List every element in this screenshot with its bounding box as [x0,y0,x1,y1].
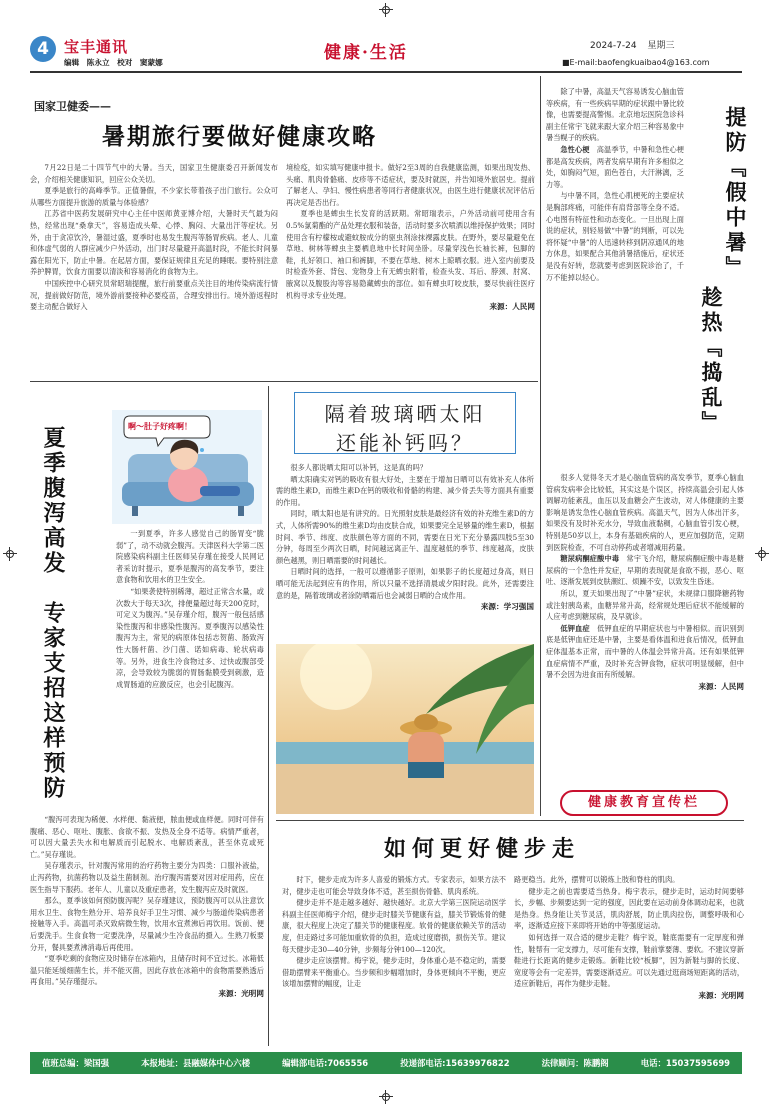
article-travel [30,98,535,376]
email-line: ■E-mail:baofengkuaibao4@163.com [562,58,710,67]
footer-address: 本报地址：县融媒体中心六楼 [141,1058,250,1068]
paragraph: “夏季吃剩的食物应及时储存在冰箱内，且储存时间不宜过长。冰箱低温只能延缓细菌生长，并不能灭菌，因此存放在冰箱中的食物需要熟透后再食用。”吴存瑾提示。 [30,954,264,987]
speech-bubble-text: 啊～肚子好疼啊！ [128,422,192,431]
subhead-text: 低钾血症的早期症状也与中暑相似。而识别到底是低钾血症还是中暑，主要是看体温和进食后情况，低钾血症体温基本正常，而中暑的人体温会异常升高。还有如果低钾血症病情不严重，及时补充含钾食物，症状可明显缓解，但中暑不会因为进食而有所缓解。 [546,623,744,680]
article-source: 来源：学习强国 [480,602,534,612]
article-body-bottom [546,472,744,692]
sea [276,742,534,764]
page-number-badge: 4 [30,36,56,62]
registration-mark-left [3,547,17,561]
footer-phone: 电话：15037595699 [640,1058,730,1068]
article-col2 [286,162,535,312]
article-col2 [514,874,744,1001]
article-title-line1: 提防『假中暑』 [723,106,748,281]
swimsuit [408,762,444,778]
paragraph: 与中暑不同，急性心肌梗死的主要症状是胸部疼痛，可能伴有肩背部等全身不适。心电图有特征性和动态变化。一旦出现上面说的症状，别轻易做“中暑”的判断，可以先将怀疑“中暑”的人迅速转移到阴凉通风的地方休息，如果配合其他消暑措施后，症状还是没有好转，您就要考虑到医院诊治了，千万不能掉以轻心。 [546,191,684,282]
divider-horizontal-walk [276,820,744,821]
paragraph [546,144,684,190]
article-sunlight [276,388,534,816]
divider-vertical-left [268,386,269,1046]
article-source: 来源：光明网 [218,988,264,998]
article-col1 [30,162,278,313]
article-title-vertical-block [696,106,748,526]
paragraph: 很多人都说晒太阳可以补钙，这是真的吗？ [290,463,427,472]
section-title: 健康·生活 [324,43,408,63]
paragraph: 江苏省中医药发展研究中心主任中医师黄亚博介绍，大暑时天气最为闷热，经常出现“桑拿天”，容易造成头晕、心悸、胸闷、大量出汗等症状。另外，由于贪凉饮冷，暑湿过盛，夏季时也易发生腹泻等肠胃疾病。老人、儿童和体虚气弱的人群应减少户外活动，出门时尽量避开高温时段，不能长时间暴露在阳光下，防止中暑。在起居方面，要保证规律且充足的睡眠。要特别注意养护脾胃，饮食方面要以清淡和容易消化的食物为主。 [30,209,278,277]
article-source: 来源：人民网 [489,302,535,312]
article-title-line2: 趁热『捣乱』 [699,286,724,436]
paragraph: 同时，晒太阳也是有讲究的。日光照射皮肤是最经济有效的补充维生素D的方式，人体所需90%的维生素D均由皮肤合成，如果要完全足够量的维生素D，根据时间、季节、纬度、皮肤颜色等方面的不同，需要在日光下充分暴露四肢5至30分钟，每周至少两次日晒，时间越远离正午、温度越低的季节、纬度越高，皮肤颜色越黑，则日晒需要的时间越长。 [276,509,534,565]
sofa-leg-right [238,506,244,516]
issue-date [590,38,674,51]
paragraph [546,623,744,681]
subhead-hypokalemia: 低钾血症 [560,623,590,633]
beach-photo [276,644,534,814]
article-kicker: 国家卫健委—— [34,100,111,113]
paragraph: 7月22日是二十四节气中的大暑。当天，国家卫生健康委召开新闻发布会，介绍相关健康知识，回应公众关切。 [30,163,278,184]
footer-legal-advisor: 法律顾问：陈鹏阁 [541,1058,609,1068]
article-title-line1: 隔着玻璃晒太阳 [324,402,486,426]
sofa-leg-left [132,506,138,516]
subhead-text: 常宇飞介绍，糖尿病酮症酸中毒是糖尿病的一个急性并发症，早期的表现就是食欲不振，恶心、呕吐、逐渐发展到皮肤潮红、烦躁不安，以致发生昏迷。 [546,554,744,587]
registration-mark-right [755,547,769,561]
paragraph: 日晒时间的选择，一般可以遵循影子原则，如果影子的长度超过身高，则日晒可能无法起到应有的作用，所以只量不选择清晨或夕阳时段。此外，还需要注意的是，隔着玻璃或者涂防晒霜后也会减弱日晒的合成作用。 [276,567,534,600]
article-title-line2: 还能补钙吗？ [336,431,474,455]
article-source: 来源：光明网 [698,990,744,1000]
paragraph: 那么，夏季该如何预防腹泻呢？吴存瑾建议，预防腹泻可以从注意饮用水卫生、食物生熟分开、培养良好手卫生习惯、减少与肠道传染病患者接触等入手。高温可杀灭致病微生物，饮用水宜煮沸后再饮用。饭前、便后要洗手。生食食物一定要洗净，尽量减少生冷食品的摄入。生熟刀板要分开，餐具要煮沸消毒后再使用。 [30,896,264,952]
paragraph: “如果袭使特别稀薄，超过正常含水量，或次数大于每天3次，排便量超过每天200克时，可定义为腹泻。”吴存瑾介绍，腹泻一般包括感染性腹泻和非感染性腹泻。夏季腹泻以感染性腹泻为主，常见的病原体包括志贺菌、肠致泻性大肠杆菌、沙门菌、诺如病毒、轮状病毒等。另外，进食生冷食物过多、过快或腹部受凉，会导致较为脆弱的胃肠黏膜受到刺激，造成胃肠道的应激反应，也会引起腹泻。 [116,586,264,689]
paragraph: 除了中暑，高温天气容易诱发心脑血管等疾病，有一些疾病早期的症状跟中暑比较像，也需要提高警惕。北京地坛医院急诊科副主任常宇飞就来跟大家介绍三种容易象中暑当幌子的疾病。 [546,87,684,143]
article-title-block [294,392,516,454]
article-body-wide [30,814,264,999]
article-title-vertical: 夏季腹泻高发 专家支招这样预防 [40,426,66,801]
paragraph: 一到夏季，许多人感觉自己的肠胃变“脆弱”了，动不动就会腹泻。天津医科大学第二医院感染病科副主任医师吴存瑾在接受人民网记者采访时提示，夏季是腹泻的高发季节，要注意食物和饮用水的卫生安全。 [116,529,264,585]
weekday-text: 星期三 [647,41,675,51]
registration-mark-top [379,3,393,17]
article-body [276,462,534,612]
article-diarrhea [30,386,265,1046]
paragraph: 很多人觉得冬天才是心脑血管病的高发季节，夏季心脑血管病发病率会比较低，其实这是个误区，持续高温会引起人体调解功能紊乱，血压以及血糖会产生波动，对人体健康的主要影响是诱发急性心脑血管疾病。高温天气，因为人体出汗多，如果没有及时补充水分，导致血液黏稠，心脑血管引发心梗，特别是50岁以上，本身有基础疾病的人，更应加强防范，定期到医院检查，不可自动停药或者增减用药量。 [546,473,744,552]
footer-editorial-phone: 编辑部电话:7065556 [282,1058,369,1068]
registration-mark-bottom [379,1090,393,1104]
paragraph: 夏季是旅行的高峰季节。正值暑假，不少家长带着孩子出门旅行。公众可从哪些方面提升旅游的质量与体验感？ [30,186,278,207]
paragraph: 健步走应该摆臂。梅宇说，健步走时，身体重心是不稳定的，需要借助摆臂来平衡重心。当步频和步幅增加时，身体更倾向不平衡，更应该增加摆臂的幅度，让走 [282,956,506,989]
paragraph: “腹泻可表现为稀便、水样便、黏液便，脓血便或血样便。同时可伴有腹痛、恶心、呕吐、腹胀、食欲不振、发热及全身不适等。病情严重者，可以因大量丢失水和电解质而引起脱水、电解质紊乱，甚至休克或死亡。”吴存瑾说。 [30,815,264,859]
brand-logo: 宝丰通讯 [64,38,129,56]
article-title: 暑期旅行要做好健康攻略 [102,123,377,150]
subhead-mi: 急性心梗 [560,144,590,154]
health-banner: 健康教育宣传栏 [560,790,728,816]
date-text: 2024-7-24 [590,41,637,51]
footer-bar [30,1052,742,1074]
paragraph: 健步走之前也需要适当热身。梅宇表示，健步走时，运动时间要够长，步幅、步频要达到一定的强度，因此要在运动前身体调动起来，也就是热身。热身能让关节灵活，肌肉舒展，防止肌肉拉伤，调整呼吸和心率，逐渐适应接下来即将开始的中等强度运动。 [514,886,745,931]
paragraph: 中国疾控中心研究员常昭瑞提醒，旅行前要重点关注目的地传染病流行情况，提前做好防范，境外游前要接种必要疫苗，合理安排出行。境外游返程时要主动配合做好入 [30,278,278,312]
article-source: 来源：人民网 [698,681,744,691]
paragraph: 时下，健步走成为许多人喜爱的锻炼方式。专家表示，如果方法不对，健步走也可能会导致身体不适，甚至损伤骨骼、肌肉系统。 [282,875,506,896]
person-body [168,466,208,502]
person-legs [200,486,240,496]
hat-crown [414,714,438,730]
paragraph: 境检疫，如实填写健康申报卡。做好2至3周的自我健康监测，如果出现发热、头痛、肌肉骨骼痛、皮疹等不适症状，要及时就医，并告知境外旅居史。提前了解老人、孕妇、慢性病患者等同行者健康状况，由医生进行健康状况评估后再决定是否出行。 [286,163,535,207]
photo-beach [276,644,534,814]
paragraph: 健步走并不是走越多越好、越快越好。北京大学第三医院运动医学科副主任医师梅宇介绍，健步走时膝关节健康有益，膝关节锻炼骨的健康，很大程度上决定了膝关节的健康程度。软骨的健康依赖关节的活动度，但走路过多可能加重软骨的负担，造成过度磨损，损伤关节。建议每天健步走30—40分钟，步频每分钟100—120次。 [282,898,506,954]
paragraph: 吴存瑾表示，针对腹泻常用的治疗药物主要分为四类：口服补液盐，止泻药物，抗菌药物以及益生菌制剂。治疗腹泻需要对因对症用药，应在医生指导下服药。老年人、儿童以及重症患者，发生腹泻应及时就医。 [30,861,264,894]
article-col1 [282,874,506,990]
article-title: 如何更好健步走 [384,836,581,862]
illustration-stomachache [112,410,262,524]
sweat-drop [200,448,204,452]
article-walking [276,826,744,1040]
subhead-text: 高温季节，中暑和急性心梗都是高发疾病，两者发病早期有许多相似之处，如胸闷气短，面色苍白，大汗淋漓，乏力等。 [546,144,684,189]
page-header [30,34,742,74]
paragraph: 路更稳当。此外，摆臂可以锻炼上肢和脊柱的肌肉。 [514,875,680,884]
paragraph [546,553,744,588]
paragraph: 晒太阳确实对钙的吸收有很大好处，主要在于增加日晒可以有效补充人体所需的维生素D，而维生素D在钙的吸收和骨骼的构建、减少骨丢失等方面具有重要的作用。 [276,474,534,507]
article-body-top [546,86,684,283]
article-fake-heatstroke [546,86,748,786]
header-rule [30,71,742,73]
editor-line: 编辑 陈永立 校对 窦蒙娜 [64,58,163,67]
sand [276,764,534,814]
divider-horizontal [30,381,538,382]
subhead-dka: 糖尿病酮症酸中毒 [560,554,620,564]
paragraph: 如何选择一双合适的健步走鞋？梅宇说，鞋底需要有一定厚度和弹性，鞋帮有一定支撑力，尽可能有支撑，鞋前掌要薄、要软。不建议穿新鞋进行长距离的健步走锻炼。新鞋比较“板脚”，因为新鞋与脚的长度、宽度等会有一定差异，需要逐渐适应。可以先通过逛商场短距离的活动，适应新鞋后，再作为健步走鞋。 [514,932,745,989]
article-body-narrow [116,528,264,690]
footer-editor: 值班总编：梁国强 [42,1058,109,1068]
divider-vertical [540,76,541,816]
paragraph: 所以，夏天如果出现了“中暑”症状，未规律口服降糖药物或注射胰岛素，血糖异常升高，经常规处理后症状不能缓解的人应考虑到糖尿病，及早就诊。 [546,588,744,622]
footer-delivery-phone: 投递部电话:15639976822 [400,1058,510,1068]
paragraph: 夏季也是蜱虫生长发育的活跃期。常昭瑞表示，户外活动前可使用含有0.5%氯菊酯的产品处理衣服和装备，活动时要多次喷洒以维持保护效果；同时使用含有柠檬桉或避蚊胺成分的驱虫剂涂抹裸露皮肤。在野外，要尽量避免在草地、树林等蜱虫主要栖息地中长时间坐卧。尽量穿浅色长袖长裤，包脚的鞋，扎好领口、袖口和裤脚，不要在草地、树木上晾晒衣服。进入室内前要及时检查外套、背包、宠物身上有无蜱虫附着，检查头发、耳后、脖颈、肘窝、腋窝以及腹股沟等容易隐藏蜱虫的部位。如有蜱虫叮咬皮肤，要尽快前往医疗机构寻求专业处理。 [286,209,535,300]
